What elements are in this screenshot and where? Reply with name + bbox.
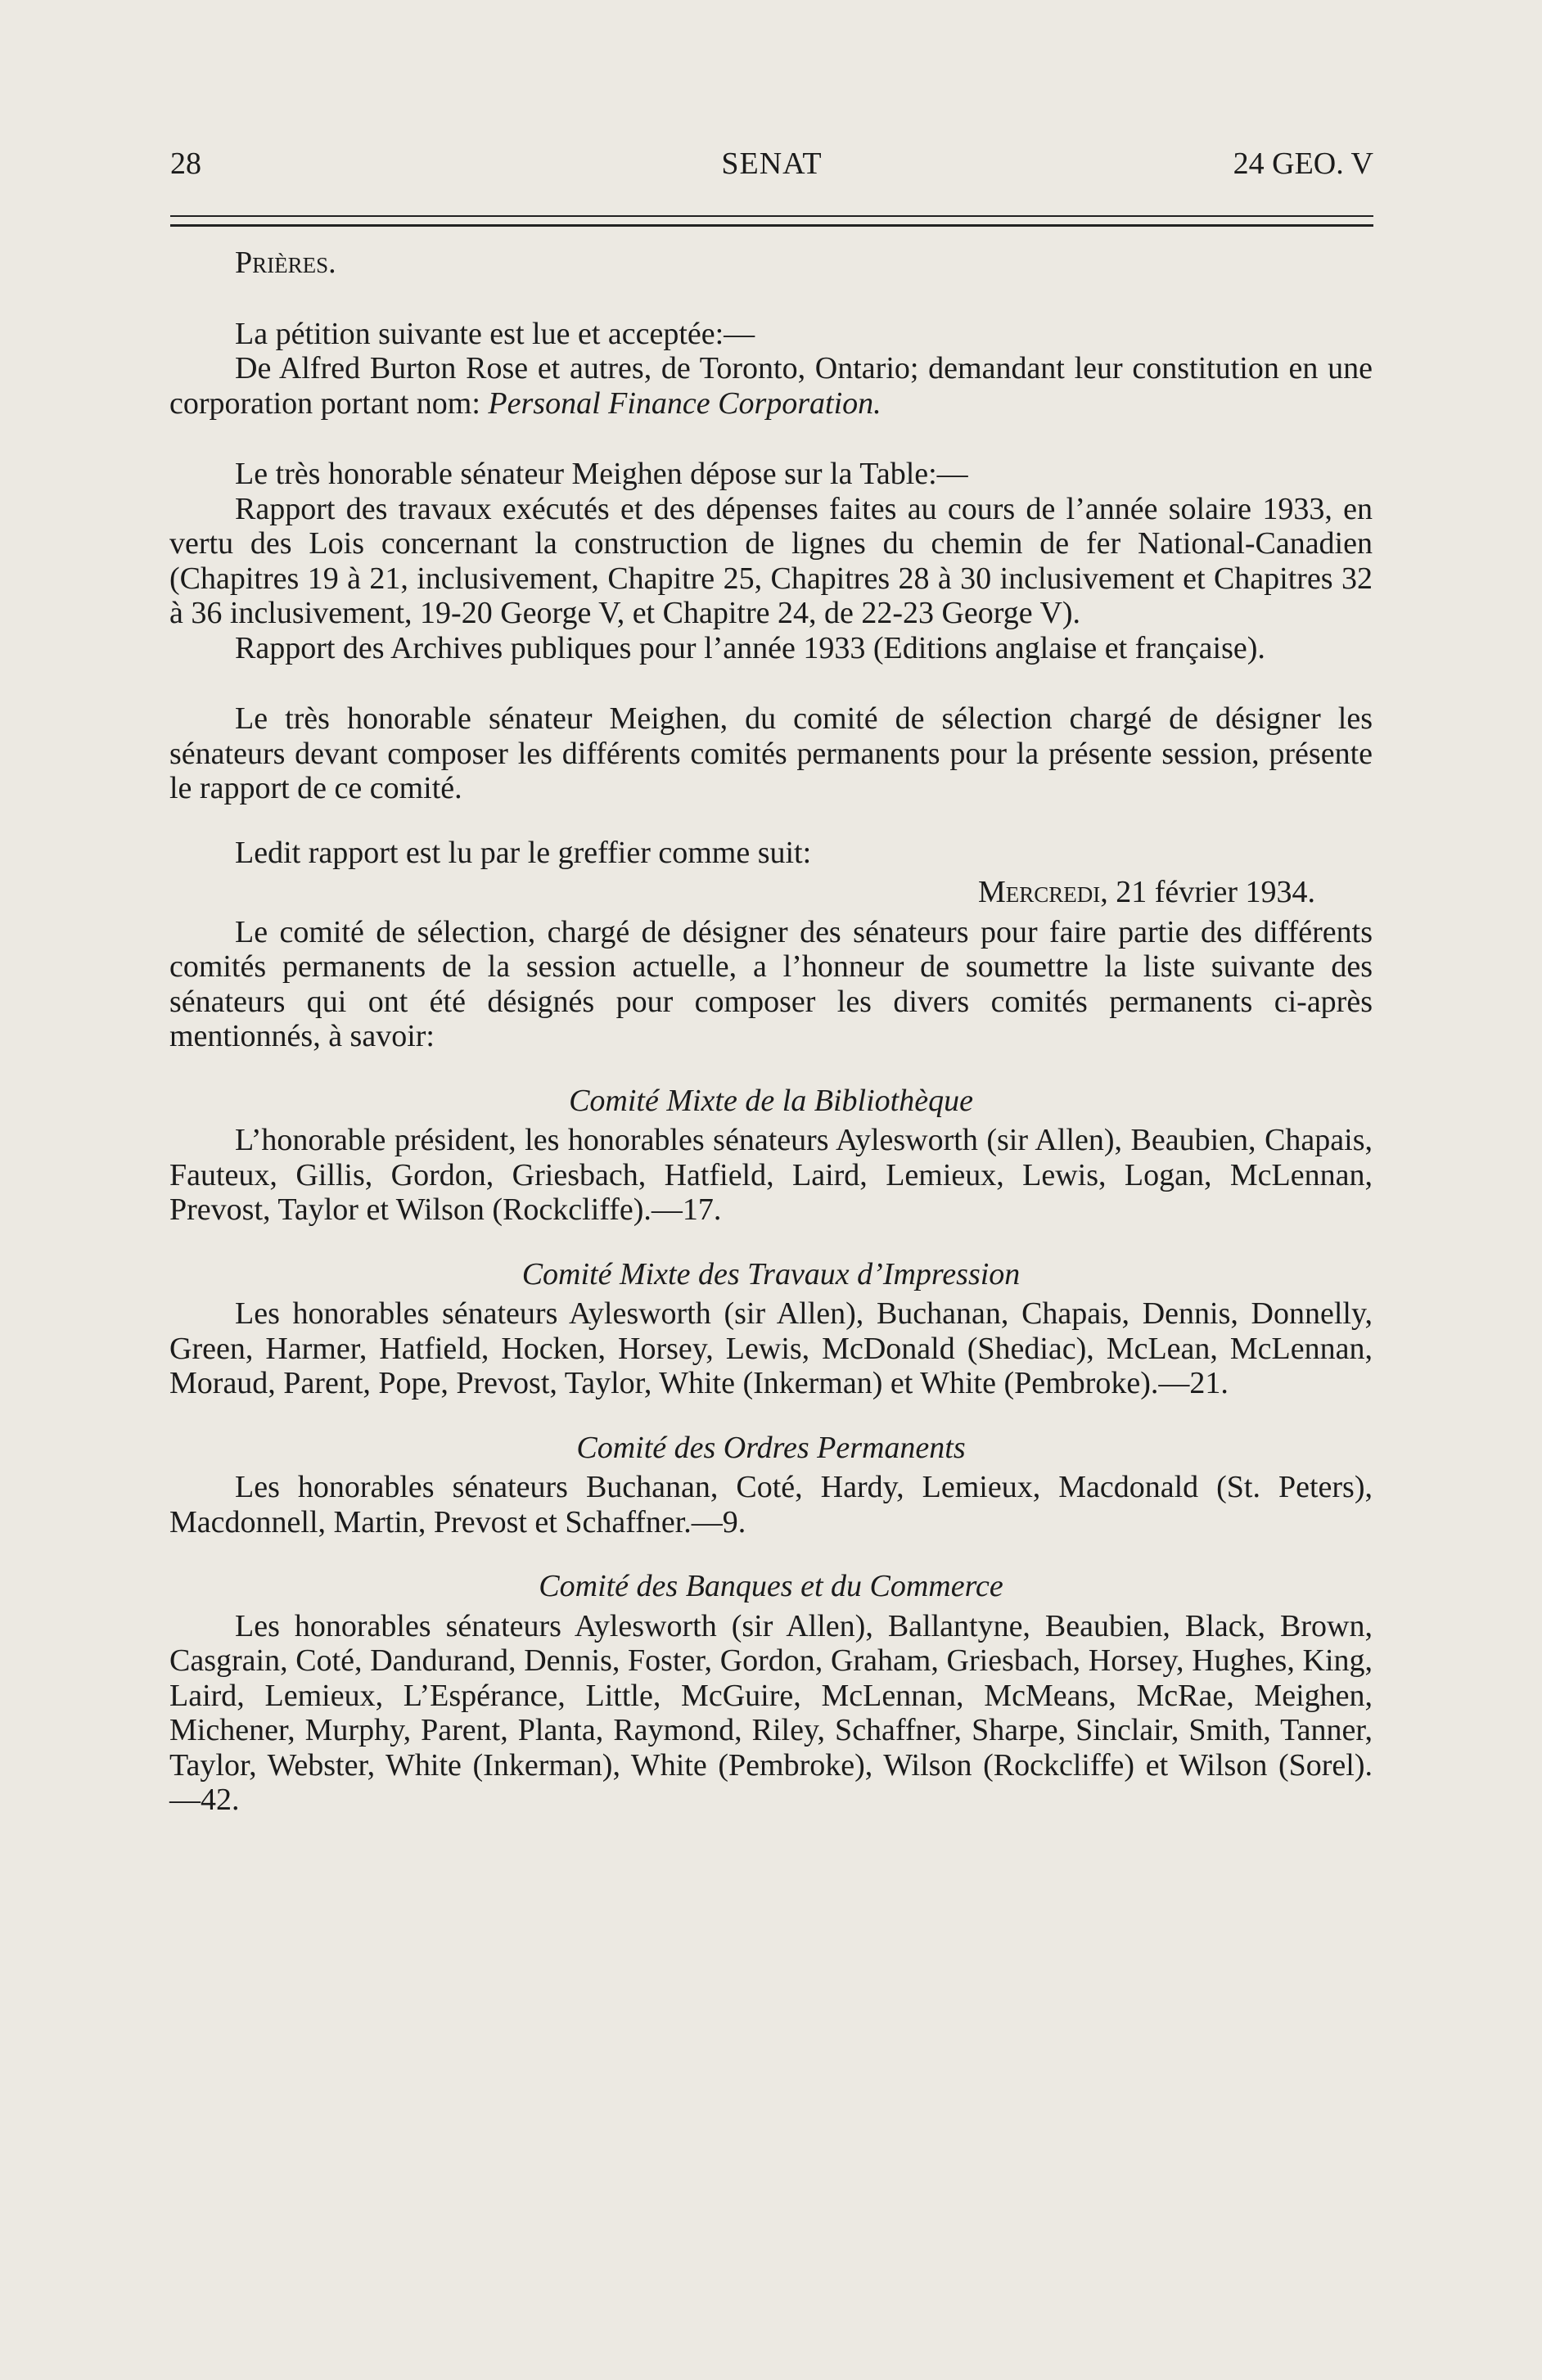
committee-members: L’honorable président, les honorables sénateurs Aylesworth (sir Allen), Beaubien, Chapais, Fauteux, Gillis, Gordon, Griesbach, Hatfield, Laird, Lemieux, Lewis, Logan, McLennan, Prevost, Taylor et Wilson (Rockcliffe).—17.: [169, 1123, 1373, 1227]
page-header: [170, 146, 1373, 195]
meighen-tables-documents: Le très honorable sénateur Meighen dépose sur la Table:—: [235, 457, 968, 491]
committee-heading: Comité Mixte des Travaux d’Impression: [521, 1256, 1021, 1291]
rapport-archives: Rapport des Archives publiques pour l’année 1933 (Editions anglaise et française).: [235, 630, 1265, 665]
report-date: [169, 875, 1373, 910]
committee-members: Les honorables sénateurs Aylesworth (sir Allen), Buchanan, Chapais, Dennis, Donnelly, Green, Harmer, Hatfield, Hocken, Horsey, Lewis, McDonald (Shediac), McLean, McLennan, Moraud, Parent, Pope, Prevost, Taylor, White (Inkerman) et White (Pembroke).—21.: [169, 1296, 1373, 1400]
committee-heading: Comité des Banques et du Commerce: [539, 1569, 1003, 1603]
petition-text-main: De Alfred Burton Rose et autres, de Toronto, Ontario; demandant leur constitution en une corporation portant nom:: [169, 351, 1373, 421]
committee-heading: Comité des Ordres Permanents: [576, 1430, 966, 1465]
committee-intro: Le comité de sélection, chargé de désigner des sénateurs pour faire partie des différents comités permanents de la session actuelle, a l’honneur de soumettre la liste suivante des sénateurs qui ont été désignés pour composer les divers comités permanents ci-après mentionnés, à savoir:: [169, 914, 1373, 1053]
body-text: [169, 246, 1373, 1818]
page-number: 28: [170, 146, 201, 181]
committee-heading: Comité Mixte de la Bibliothèque: [569, 1083, 973, 1118]
meighen-presents-report: Le très honorable sénateur Meighen, du comité de sélection chargé de désigner les sénateurs devant composer les différents comités permanents pour la présente session, présente le rapport de ce comité.: [169, 701, 1373, 805]
report-date-rest: , 21 février 1934.: [1100, 875, 1315, 909]
petition-text: [169, 351, 1373, 421]
section-prieres: Prières.: [235, 246, 336, 280]
petition-intro: La pétition suivante est lue et acceptée:—: [235, 316, 755, 351]
header-rule-thick: [170, 224, 1373, 227]
report-date-day: Mercredi: [977, 875, 1101, 909]
petition-corporation-name: Personal Finance Corporation.: [488, 385, 881, 421]
committee-members: Les honorables sénateurs Aylesworth (sir Allen), Ballantyne, Beaubien, Black, Brown, Casgrain, Coté, Dandurand, Dennis, Foster, Gordon, Graham, Griesbach, Horsey, Hughes, King, Laird, Lemieux, L’Espérance, Little, McGuire, McLennan, McMeans, McRae, Meighen, Michener, Murphy, Parent, Planta, Raymond, Riley, Schaffner, Sharpe, Sinclair, Smith, Tanner, Taylor, Webster, White (Inkerman), White (Pembroke), Wilson (Rockcliffe) et Wilson (Sorel). —42.: [169, 1608, 1373, 1817]
committee-members: Les honorables sénateurs Buchanan, Coté, Hardy, Lemieux, Macdonald (St. Peters), Macdonnell, Martin, Prevost et Schaffner.—9.: [169, 1470, 1373, 1539]
header-title: SENAT: [721, 146, 823, 181]
rapport-travaux: Rapport des travaux exécutés et des dépenses faites au cours de l’année solaire 1933, en vertu des Lois concernant la construction de lignes du chemin de fer National-Canadien (Chapitres 19 à 21, inclusivement, Chapitre 25, Chapitres 28 à 30 inclusivement et Chapitres 32 à 36 inclusivement, 19-20 George V, et Chapitre 24, de 22-23 George V).: [169, 491, 1373, 630]
report-read-intro: Ledit rapport est lu par le greffier comme suit:: [235, 835, 812, 870]
header-rule-thin: [170, 215, 1373, 217]
header-regnal-year: 24 GEO. V: [1233, 146, 1373, 181]
